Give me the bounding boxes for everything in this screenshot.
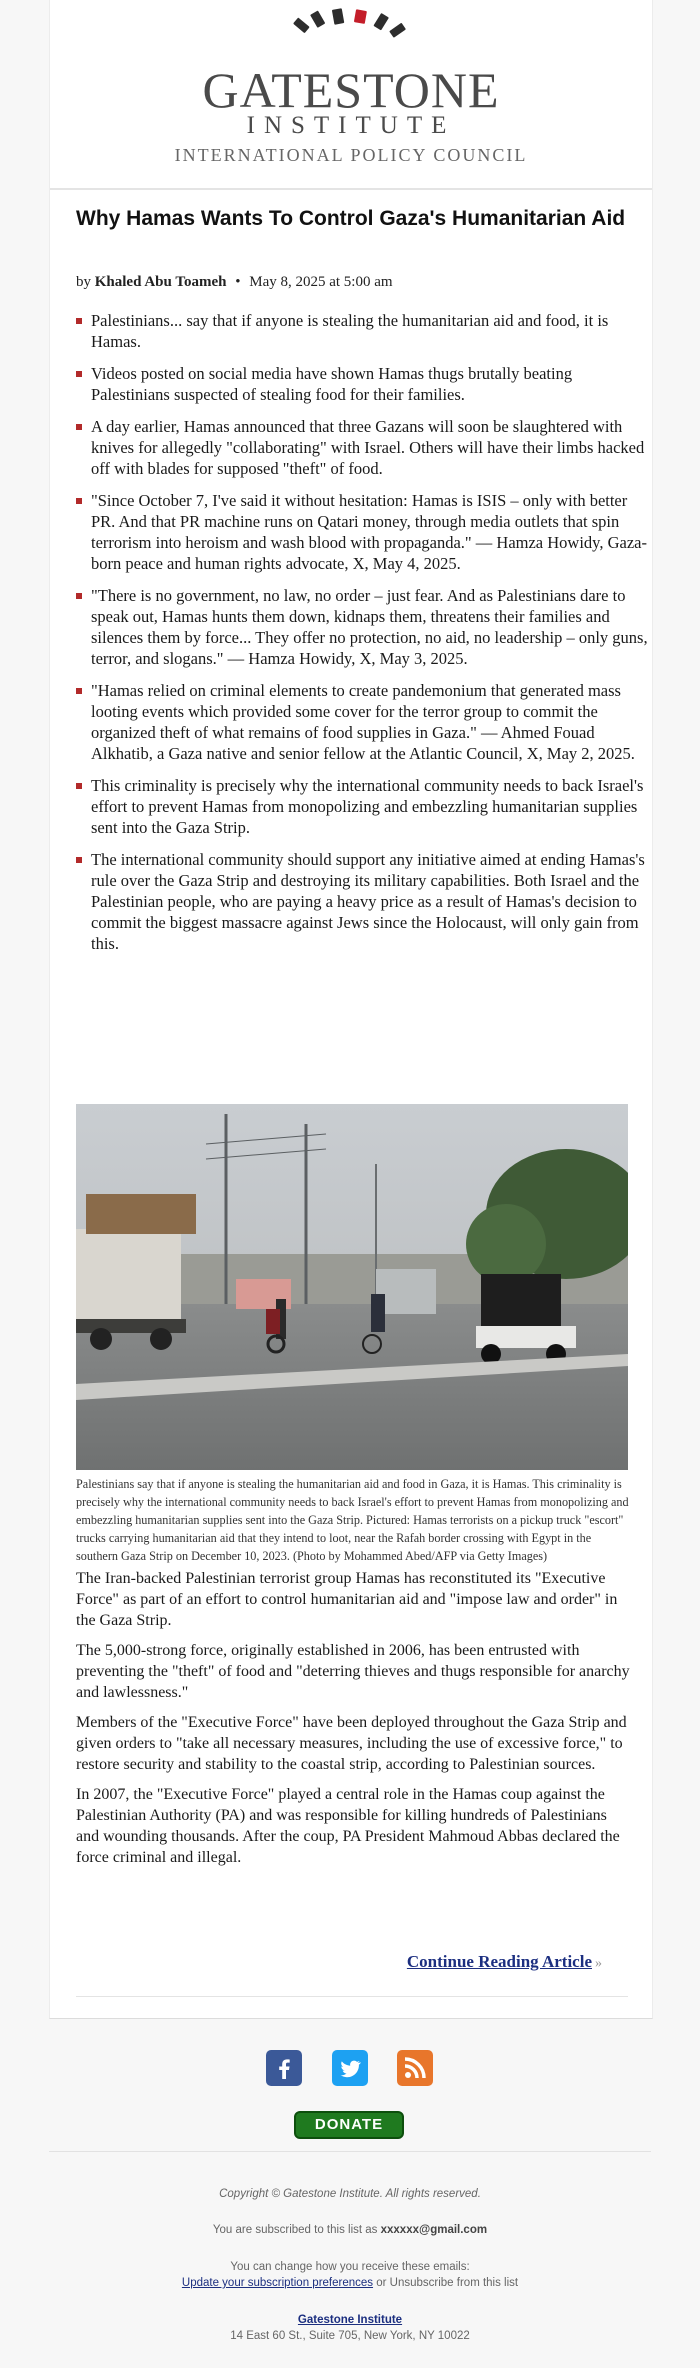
author-name[interactable]: Khaled Abu Toameh (94, 274, 227, 290)
bullet-item: "Since October 7, I've said it without hesitation: Hamas is ISIS – only with better PR. And that PR machine runs on Qatari money, through media outlets that spin terrorism into heroism and wash blood with propaganda." — Hamza Howidy, Gaza-born peace and human rights advocate, X, May 4, 2025. (76, 490, 652, 574)
organization-link[interactable]: Gatestone Institute (297, 2314, 403, 2326)
photo-caption: Palestinians say that if anyone is stealing the humanitarian aid and food in Gaza, it is Hamas. This criminality is precisely why the international community needs to back Israel's effort to prevent Hamas from monopolizing and embezzling humanitarian supplies sent into the Gaza Strip. Pictured: Hamas terrorists on a pickup truck "escort" trucks carrying humanitarian aid that they intend to loot, near the Rafah border crossing with Egypt in the southern Gaza Strip on December 10, 2023. (Photo by Mohammed Abed/AFP via Getty Images) (76, 1477, 629, 1563)
article-body (76, 1568, 630, 1877)
facebook-icon[interactable] (266, 2050, 302, 2086)
bullet-item: This criminality is precisely why the international community needs to back Israel's effort to prevent Hamas from monopolizing and embezzling humanitarian supplies sent into the Gaza Strip. (76, 775, 652, 838)
subscribed-prefix: You are subscribed to this list as (212, 2224, 378, 2236)
continue-reading-link[interactable]: Continue Reading Article (406, 1952, 592, 1971)
bullet-item: Palestinians... say that if anyone is stealing the humanitarian aid and food, it is Hamas. (76, 310, 652, 352)
subscriber-email: xxxxxx@gmail.com (380, 2224, 488, 2236)
footer-divider (49, 2151, 651, 2152)
byline-separator: • (235, 274, 241, 290)
bullet-item: Videos posted on social media have shown Hamas thugs brutally beating Palestinians suspected of stealing food for their families. (76, 363, 652, 405)
subscription-notice (0, 2222, 700, 2238)
logo-wordmark: GATESTONE (202, 62, 500, 118)
logo-tagline: INTERNATIONAL POLICY COUNCIL (174, 145, 528, 165)
divider (76, 1996, 628, 1997)
article-title[interactable]: Why Hamas Wants To Control Gaza's Humanitarian Aid (76, 207, 626, 230)
body-paragraph: In 2007, the "Executive Force" played a central role in the Hamas coup against the Palestinian Authority (PA) and was responsible for killing hundreds of Palestinians and wounding thousands. After the coup, PA President Mahmoud Abbas declared the force criminal and illegal. (76, 1786, 620, 1866)
continue-chevron-icon: » (595, 1956, 602, 1971)
update-preferences-link[interactable]: Update your subscription preferences (181, 2277, 374, 2289)
organization-address: 14 East 60 St., Suite 705, New York, NY 10022 (230, 2330, 470, 2342)
article-photo[interactable] (76, 1104, 628, 1470)
summary-bullets (76, 310, 652, 954)
rss-icon[interactable] (397, 2050, 433, 2086)
bullet-item: A day earlier, Hamas announced that three Gazans will soon be slaughtered with knives for allegedly "collaborating" with Israel. Others will have their limbs hacked off with blades for supposed "theft" of food. (76, 416, 652, 479)
copyright-text: Copyright © Gatestone Institute. All rights reserved. (219, 2188, 481, 2200)
email-card (49, 0, 653, 2019)
article-date: May 8, 2025 at 5:00 am (249, 274, 393, 290)
preferences-line (0, 2275, 700, 2291)
bullet-item: "There is no government, no law, no order – just fear. And as Palestinians dare to speak out, Hamas hunts them down, kidnaps them, threatens their families and silences them by force... They offer no protection, no aid, no leadership – only guns, terror, and slogans." — Hamza Howidy, X, May 3, 2025. (76, 585, 652, 669)
donate-button[interactable]: DONATE (294, 2111, 404, 2139)
body-paragraph: The 5,000-strong force, originally established in 2006, has been entrusted with preventing the "theft" of food and "deterring thieves and thugs responsible for anarchy and lawlessness." (76, 1642, 630, 1701)
logo-subtitle: INSTITUTE (246, 112, 456, 139)
body-paragraph: Members of the "Executive Force" have been deployed throughout the Gaza Strip and given orders to "take all necessary measures, including the use of excessive force," to restore security and stability to the coastal strip, according to Palestinian sources. (76, 1714, 627, 1773)
byline-by: by (76, 274, 91, 290)
street-photo-image (76, 1104, 628, 1470)
organization-name (0, 2312, 700, 2328)
continue-reading (50, 1952, 602, 1972)
twitter-icon[interactable] (332, 2050, 368, 2086)
bullet-item: "Hamas relied on criminal elements to create pandemonium that generated mass looting events which provided some cover for the terror group to commit the organized theft of what remains of food supplies in Gaza." — Ahmed Fouad Alkhatib, a Gaza native and senior fellow at the Atlantic Council, X, May 2, 2025. (76, 680, 652, 764)
bullet-item: The international community should support any initiative aimed at ending Hamas's rule over the Gaza Strip and destroying its military capabilities. Both Israel and the Palestinian people, who are paying a heavy price as a result of Hamas's decision to commit the biggest massacre against Jews since the Holocaust, will only gain from this. (76, 849, 652, 954)
gatestone-logo[interactable] (50, 0, 652, 190)
body-paragraph: The Iran-backed Palestinian terrorist group Hamas has reconstituted its "Executive Force" as part of an effort to control humanitarian aid and "impose law and order" in the Gaza Strip. (76, 1570, 618, 1629)
byline (76, 272, 393, 292)
change-preferences-text: You can change how you receive these emails: (230, 2261, 470, 2273)
unsubscribe-link[interactable]: or Unsubscribe from this list (376, 2277, 519, 2289)
